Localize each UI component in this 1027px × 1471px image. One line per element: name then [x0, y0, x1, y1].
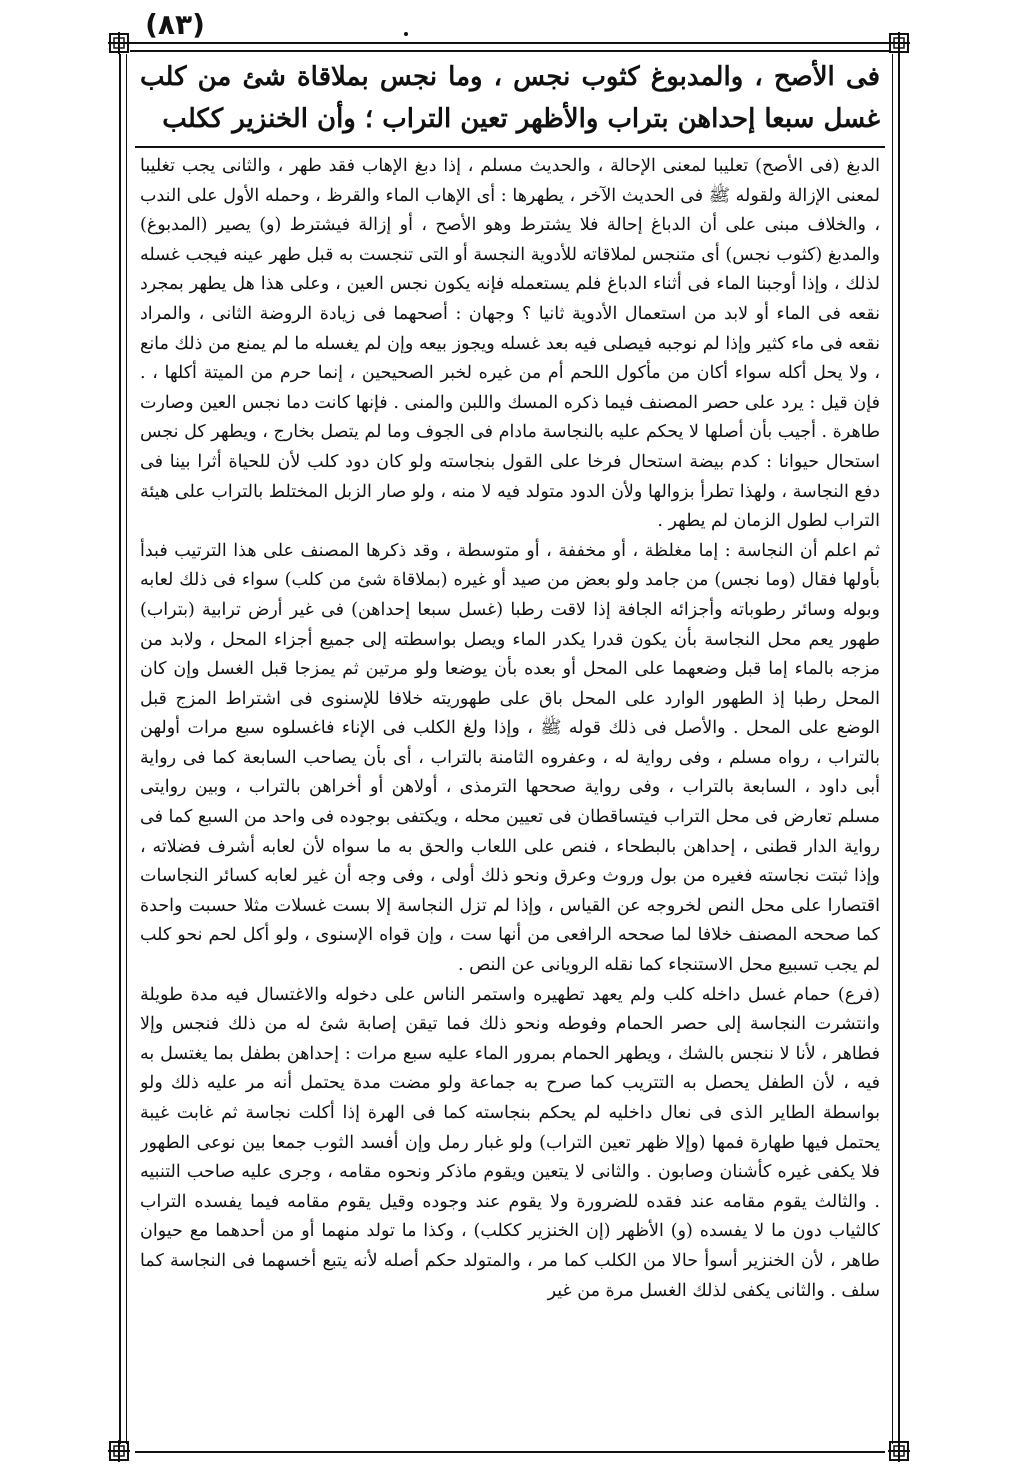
corner-ornament-icon	[108, 32, 130, 54]
right-frame-line	[898, 54, 900, 1444]
top-border-rule	[130, 42, 890, 44]
commentary-paragraph: الدبغ (فى الأصح) تعليبا لمعنى الإحالة ، والحديث مسلم ، إذا دبغ الإهاب فقد طهر ، والثانى يجب تغليبا لمعنى الإزالة ولقوله ﷺ فى الحديث الآخر ، يطهرها : أى الإهاب الماء والقرظ ، وحمله الأول على الندب ، والخلاف مبنى على أن الدباغ إحالة فلا يشترط وهو الأصح ، أو إزالة فيشترط (و) يصير (المدبوغ) والمدبغ (كثوب نجس) أى متنجس لملاقاته للأدوية النجسة أو التى تنجست به قبل طهر عينه فيجب غسله لذلك ، وإذا أوجبنا الماء فى أثناء الدباغ فلم يستعمله فإنه يكون نجس العين ، وعلى هذا هل يطهر بمجرد نقعه فى الماء أو لابد من استعمال الأدوية ثانيا ؟ وجهان : أصحهما فى زيادة الروضة الثانى ، والمراد نقعه فى ماء كثير وإذا لم نوجبه فيصلى فيه بعد غسله ويجوز بيعه وإن لم يغسله ما لم يمنع من ذلك مانع ، ولا يحل أكله سواء أكان من مأكول اللحم أم من غيره لخبر الصحيحين ، إنما حرم من الميتة أكلها ، . فإن قيل : يرد على حصر المصنف فيما ذكره المسك واللبن والمنى . فإنها كانت دما نجس العين وصارت طاهرة . أجيب بأن أصلها لا يحكم عليه بالنجاسة مادام فى الجوف وما لم يتصل بخارج ، ويطهر كل نجس استحال حيوانا : كدم بيضة استحال فرخا على القول بنجاسته ولو كان دود كلب لأن للحياة أثرا بينا فى دفع النجاسة ، ولهذا تطرأ بزوالها ولأن الدود متولد فيه لا منه ، ولو صار الزبل المختلط بالتراب على هيئة التراب لطول الزمان لم يطهر .	[140, 156, 880, 532]
bottom-border-rule	[135, 1451, 885, 1453]
commentary-paragraph: (فرع) حمام غسل داخله كلب ولم يعهد تطهيره واستمر الناس على دخوله والاغتسال فيه مدة طويلة وانتشرت النجاسة إلى حصر الحمام وفوطه ونحو ذلك فما تيقن إصابة شئ له من ذلك فنجس وإلا فطاهر ، لأنا لا ننجس بالشك ، ويطهر الحمام بمرور الماء عليه سبع مرات : إحداهن بطفل بما يغتسل به فيه ، لأن الطفل يحصل به التتريب كما صرح به جماعة ولو مضت مدة يحتمل أنه مر عليه ذلك ولو بواسطة الطاير الذى فى نعال داخليه لم يحكم بنجاسته كما فى الهرة إذا أكلت نجاسة ثم غابت غيبة يحتمل فيها طهارة فمها (وإلا ظهر تعين التراب) ولو غبار رمل وإن أفسد الثوب جمعا بين نوعى الطهور فلا يكفى غيره كأشنان وصابون . والثانى لا يتعين ويقوم ماذكر ونحوه مقامه ، وجرى عليه صاحب التنبيه . والثالث يقوم مقامه عند فقده للضرورة ولا يقوم عند وجوده وقيل يقوم مقامه فيما يفسده التراب كالثياب دون ما لا يفسده (و) الأظهر (إن الخنزير ككلب) ، وكذا ما تولد منهما أو من أحدهما مع حيوان طاهر ، لأن الخنزير أسوأ حالا من الكلب كما مر ، والمتولد حكم أصله لأنه يتبع أخسهما فى النجاسة كما سلف . والثانى يكفى لذلك الغسل مرة من غير	[140, 984, 880, 1301]
corner-ornament-icon	[888, 32, 910, 54]
page-number: (٨٣)	[145, 8, 205, 41]
ink-dot	[404, 32, 408, 36]
commentary-paragraph: ثم اعلم أن النجاسة : إما مغلظة ، أو مخففة ، أو متوسطة ، وقد ذكرها المصنف على هذا الترتيب فبدأ بأولها فقال (وما نجس) من جامد ولو بعض من صيد أو غيره (بملاقاة شئ من كلب) سواء فى ذلك لعابه وبوله وسائر رطوباته وأجزائه الجافة إذا لاقت رطبا (غسل سبعا إحداهن) فى غير أرض ترابية (بتراب) طهور يعم محل النجاسة بأن يكون قدرا يكدر الماء ويصل بواسطته إلى جميع أجزاء المحل ، ولابد من مزجه بالماء إما قبل وضعهما على المحل أو بعده بأن يوضعا ولو مرتين ثم يمزجا قبل الغسل وإن كان المحل رطبا إذ الطهور الوارد على المحل باق على طهوريته خلافا للإسنوى فى اشتراط المزج قبل الوضع على المحل . والأصل فى ذلك قوله ﷺ ، وإذا ولغ الكلب فى الإناء فاغسلوه سبع مرات أولهن بالتراب ، رواه مسلم ، وفى رواية له ، وعفروه الثامنة بالتراب ، أى بأن يصاحب السابعة كما فى رواية أبى داود ، السابعة بالتراب ، وفى رواية صححها الترمذى ، أولاهن أو أخراهن بالتراب ، وبين روايتى مسلم تعارض فى محل التراب فيتساقطان فى تعيين محله ، ويكتفى بوجوده فى واحد من السبع كما فى رواية الدار قطنى ، إحداهن بالبطحاء ، فنص على اللعاب والحق به ما سواه لأن لعابه أشرف فضلاته ، وإذا ثبتت نجاسته فغيره من بول وروث وعرق ونحو ذلك أولى ، وفى وجه أن غير لعابه كسائر النجاسات اقتصارا على محل النص لخروجه عن القياس ، وإذا لم تزل النجاسة إلا بست غسلات مثلا حسبت واحدة كما صححه المصنف خلافا لما صححه الرافعى من أنها ست ، وإن قواه الإسنوى ، ولو أكل لحم نحو كلب لم يجب تسبيع محل الاستنجاء كما نقله الرويانى عن النص .	[140, 540, 880, 976]
left-frame-line-inner	[126, 54, 127, 1444]
main-text: فى الأصح ، والمدبوغ كثوب نجس ، وما نجس بملاقاة شئ من كلب غسل سبعا إحداهن بتراب والأظهر تعين التراب ؛ وأن الخنزير ككلب	[140, 62, 880, 134]
commentary-body	[140, 152, 880, 1430]
top-border-rule-inner	[130, 50, 890, 52]
right-frame-line-inner	[892, 54, 893, 1444]
left-frame-line	[119, 54, 121, 1444]
matn-divider	[135, 146, 885, 148]
